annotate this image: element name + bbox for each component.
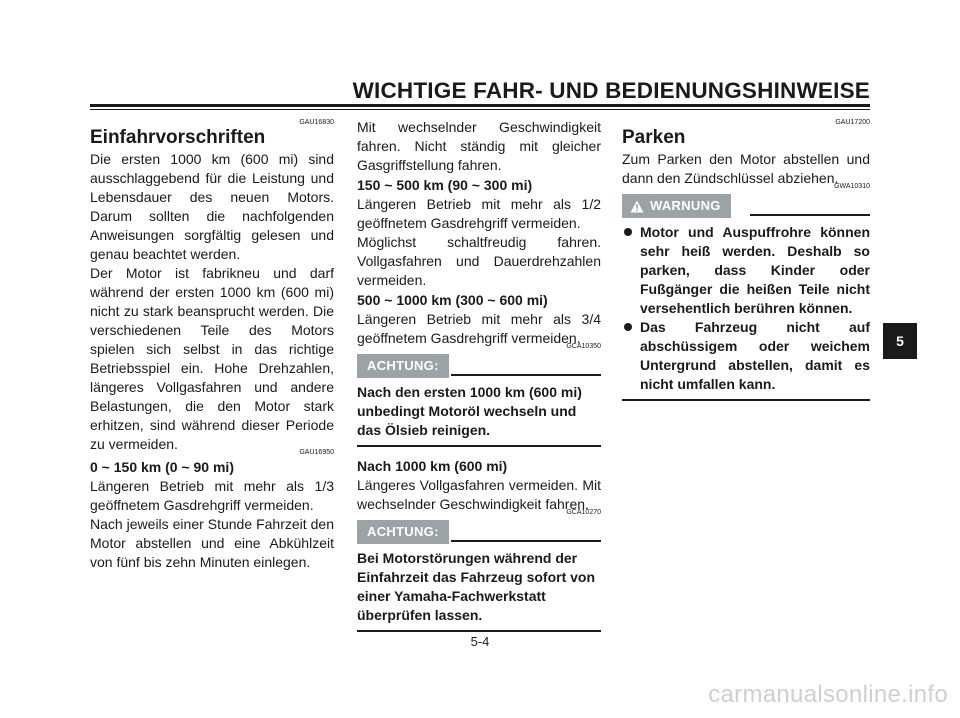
page-number: 5-4	[470, 634, 490, 649]
caution-text: Bei Motorstörungen während der Einfahrzeit das Fahrzeug sofort von einer Yamaha-Fachwerkstatt überprüfen lassen.	[357, 550, 596, 623]
paragraph: Längeren Betrieb mit mehr als 1/3 geöffnetem Gasdrehgriff vermeiden.	[90, 478, 334, 513]
paragraph: Die ersten 1000 km (600 mi) sind ausschlaggebend für die Leistung und Lebensdauer des neuen Motors. Darum sollten die nachfolgenden Anweisungen sorgfältig gelesen und genau beachtet werden.	[90, 151, 334, 262]
caution-rule	[451, 540, 601, 542]
section-code: GAU16950	[299, 449, 334, 456]
header-rule-thin	[90, 109, 870, 110]
warning-badge	[622, 194, 731, 218]
section-code: GAU16830	[299, 119, 334, 126]
range-heading: 500 ~ 1000 km (300 ~ 600 mi)	[357, 292, 548, 308]
caution-header	[357, 520, 601, 544]
paragraph: Zum Parken den Motor abstellen und dann den Zündschlüssel abziehen.	[622, 151, 870, 186]
warning-item: Das Fahrzeug nicht auf abschüssigem oder weichem Untergrund abstellen, damit es nicht umfallen kann.	[622, 318, 870, 394]
warning-header	[622, 194, 870, 218]
caution-badge: ACHTUNG:	[357, 520, 449, 544]
column-3	[622, 118, 870, 411]
paragraph: Längeren Betrieb mit mehr als 3/4 geöffnetem Gasdrehgriff vermeiden.	[357, 311, 601, 346]
section-heading-einfahrvorschriften: Einfahrvorschriften	[90, 127, 266, 148]
warning-triangle-icon	[630, 200, 644, 213]
section-code: GAU17200	[835, 119, 870, 126]
paragraph: Nach jeweils einer Stunde Fahrzeit den Motor abstellen und eine Abkühlzeit von fünf bis zehn Minuten einlegen.	[90, 516, 334, 570]
paragraph: Längeren Betrieb mit mehr als 1/2 geöffnetem Gasdrehgriff vermeiden.	[357, 196, 601, 231]
caution-rule	[451, 374, 601, 376]
paragraph: Der Motor ist fabrikneu und darf während der ersten 1000 km (600 mi) nicht zu stark beansprucht werden. Die verschiedenen Teile des Motors spielen sich selbst in das richtige Betriebsspiel ein. Hohe Drehzahlen, längeres Vollgasfahren und andere Belastungen, die den Motor stark erhitzen, sind während dieser Periode zu vermeiden.	[90, 265, 334, 452]
warning-end-rule	[622, 399, 870, 401]
page-header-title: WICHTIGE FAHR- UND BEDIENUNGSHINWEISE	[352, 78, 870, 103]
bullet-icon	[624, 228, 632, 236]
bullet-icon	[624, 323, 632, 331]
range-heading: Nach 1000 km (600 mi)	[357, 458, 508, 474]
warning-list	[622, 223, 870, 394]
caution-code: GCA10350	[566, 343, 601, 350]
range-heading: 0 ~ 150 km (0 ~ 90 mi)	[90, 459, 234, 475]
warning-code: GWA10310	[834, 183, 870, 190]
paragraph: Möglichst schaltfreudig fahren. Vollgasfahren und Dauerdrehzahlen vermeiden.	[357, 234, 601, 288]
caution-end-rule	[357, 445, 601, 447]
chapter-tab: 5	[883, 323, 917, 359]
watermark: carmanualsonline.info	[708, 681, 948, 708]
header-rule	[90, 104, 870, 107]
range-heading: 150 ~ 500 km (90 ~ 300 mi)	[357, 177, 533, 193]
paragraph: Mit wechselnder Geschwindigkeit fahren. Nicht ständig mit gleicher Gasgriffstellung fahren.	[357, 119, 601, 173]
paragraph: Längeres Vollgasfahren vermeiden. Mit wechselnder Geschwindigkeit fahren.	[357, 477, 601, 512]
caution-code: GCA10270	[566, 509, 601, 516]
caution-badge: ACHTUNG:	[357, 354, 449, 378]
caution-end-rule	[357, 630, 601, 632]
caution-text: Nach den ersten 1000 km (600 mi) unbedingt Motoröl wechseln und das Ölsieb reinigen.	[357, 384, 582, 438]
warning-label: WARNUNG	[650, 198, 721, 213]
caution-header	[357, 354, 601, 378]
warning-rule	[750, 214, 870, 216]
section-heading-parken: Parken	[622, 127, 686, 148]
warning-item: Motor und Auspuffrohre können sehr heiß werden. Deshalb so parken, dass Kinder oder Fußgänger die heißen Teile nicht versehentlich berühren können.	[622, 223, 870, 318]
column-1	[90, 118, 334, 572]
column-2	[357, 118, 601, 642]
